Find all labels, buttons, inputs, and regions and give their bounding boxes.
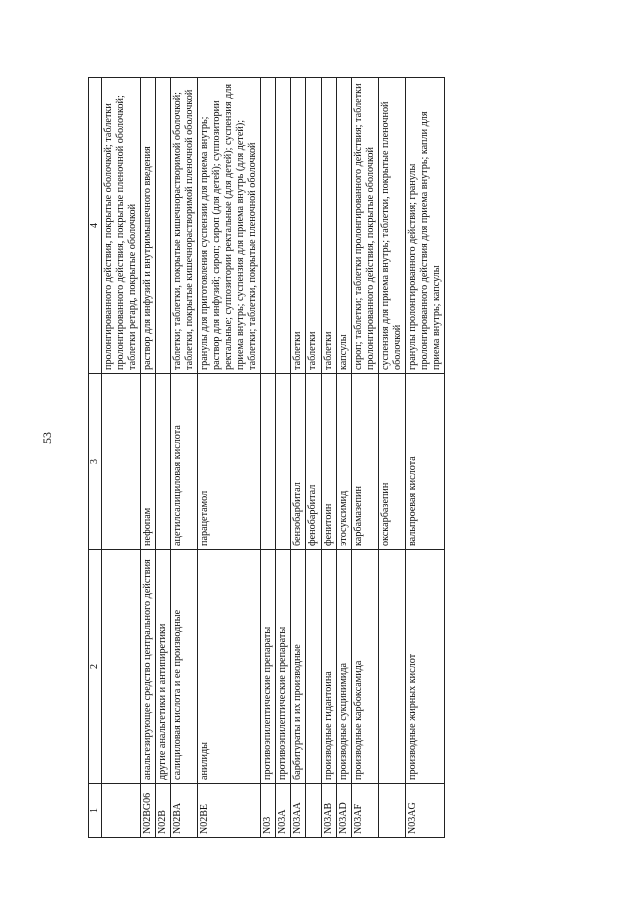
drug-name-cell: фенобарбитал — [306, 374, 321, 550]
column-header: 4 — [89, 78, 102, 374]
drug-name-cell: ацетилсалициловая кислота — [171, 374, 198, 550]
table-row — [261, 78, 276, 838]
group-name-cell — [102, 550, 141, 784]
rotated-table-container — [88, 78, 598, 838]
dosage-form-cell: таблетки — [306, 78, 321, 374]
group-name-cell: анальгезирующее средство центрального действия — [141, 550, 156, 784]
group-name-cell: другие анальгетики и антипиретики — [156, 550, 171, 784]
group-name-cell: противоэпилептические препараты — [276, 550, 291, 784]
table-row — [141, 78, 156, 838]
atc-code-cell: N02BA — [171, 784, 198, 838]
drug-name-cell: вальпроевая кислота — [405, 374, 444, 550]
group-name-cell: противоэпилептические препараты — [261, 550, 276, 784]
group-name-cell: производные сукцинимида — [336, 550, 351, 784]
dosage-form-cell: таблетки — [291, 78, 306, 374]
column-header: 2 — [89, 550, 102, 784]
header-row — [89, 78, 102, 838]
group-name-cell: барбитураты и их производные — [291, 550, 306, 784]
drug-name-cell — [156, 374, 171, 550]
group-name-cell — [306, 550, 321, 784]
atc-code-cell: N02BE — [198, 784, 261, 838]
atc-code-cell: N03AF — [351, 784, 378, 838]
drug-name-cell: парацетамол — [198, 374, 261, 550]
atc-code-cell: N03AB — [321, 784, 336, 838]
dosage-form-cell — [261, 78, 276, 374]
drug-name-cell — [102, 374, 141, 550]
group-name-cell: производные карбоксамида — [351, 550, 378, 784]
table-row — [102, 78, 141, 838]
atc-code-cell: N03 — [261, 784, 276, 838]
atc-code-cell: N03AG — [405, 784, 444, 838]
dosage-form-cell: сироп; таблетки; таблетки пролонгированного действия; таблетки пролонгированного действия, покрытые оболочкой — [351, 78, 378, 374]
table-row — [378, 78, 405, 838]
atc-code-cell: N03A — [276, 784, 291, 838]
drug-name-cell: бензобарбитал — [291, 374, 306, 550]
drug-name-cell: фенитоин — [321, 374, 336, 550]
dosage-form-cell: таблетки — [321, 78, 336, 374]
drug-name-cell: карбамазепин — [351, 374, 378, 550]
dosage-form-cell: таблетки; таблетки, покрытые кишечнорастворимой оболочкой; таблетки, покрытые кишечнорастворимой пленочной оболочкой — [171, 78, 198, 374]
dosage-form-cell — [276, 78, 291, 374]
dosage-form-cell: капсулы — [336, 78, 351, 374]
drug-table — [88, 77, 445, 838]
table-row — [321, 78, 336, 838]
group-name-cell: анилиды — [198, 550, 261, 784]
table-row — [156, 78, 171, 838]
dosage-form-cell: суспензия для приема внутрь; таблетки, покрытые пленочной оболочкой — [378, 78, 405, 374]
dosage-form-cell — [156, 78, 171, 374]
column-header: 3 — [89, 374, 102, 550]
group-name-cell: салициловая кислота и ее производные — [171, 550, 198, 784]
column-header: 1 — [89, 784, 102, 838]
table-row — [351, 78, 378, 838]
atc-code-cell: N02B — [156, 784, 171, 838]
group-name-cell: производные гидантоина — [321, 550, 336, 784]
table-row — [336, 78, 351, 838]
atc-code-cell: N03AD — [336, 784, 351, 838]
table-row — [171, 78, 198, 838]
drug-name-cell: окскарбазепин — [378, 374, 405, 550]
dosage-form-cell: гранулы для приготовления суспензии для приема внутрь; раствор для инфузий; сироп; сироп (для детей); суппозитории ректальные; суппозитории ректальные (для детей); суспензия для приема внутрь; суспензия для приема внутрь (для детей); таблетки; таблетки, покрытые пленочной оболочкой — [198, 78, 261, 374]
dosage-form-cell: раствор для инфузий и внутримышечного введения — [141, 78, 156, 374]
atc-code-cell: N03AA — [291, 784, 306, 838]
page-number: 53 — [40, 432, 54, 444]
atc-code-cell — [102, 784, 141, 838]
table-row — [405, 78, 444, 838]
table-row — [276, 78, 291, 838]
table-row — [306, 78, 321, 838]
table-row — [198, 78, 261, 838]
dosage-form-cell: пролонгированного действия, покрытые оболочкой; таблетки пролонгированного действия, покрытые пленочной оболочкой; таблетки ретард, покрытые оболочкой — [102, 78, 141, 374]
table-row — [291, 78, 306, 838]
drug-name-cell — [261, 374, 276, 550]
atc-code-cell — [306, 784, 321, 838]
group-name-cell: производные жирных кислот — [405, 550, 444, 784]
drug-name-cell: нефопам — [141, 374, 156, 550]
group-name-cell — [378, 550, 405, 784]
atc-code-cell: N02BG06 — [141, 784, 156, 838]
drug-name-cell — [276, 374, 291, 550]
atc-code-cell — [378, 784, 405, 838]
dosage-form-cell: гранулы пролонгированного действия; гранулы пролонгированного действия для приема внутрь; капли для приема внутрь; капсулы — [405, 78, 444, 374]
drug-name-cell: этосуксимид — [336, 374, 351, 550]
